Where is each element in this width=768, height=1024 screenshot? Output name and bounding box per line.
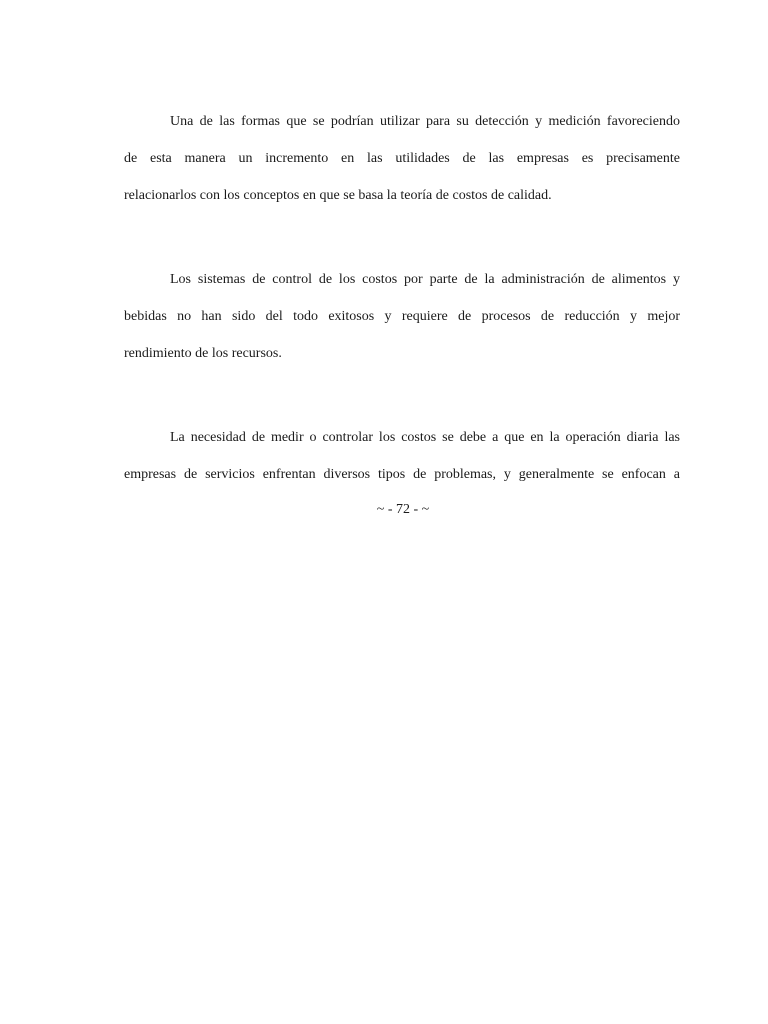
paragraph-line: La necesidad de medir o controlar los costos se debe a que en la operación diaria las — [170, 430, 680, 445]
paragraph-line: Los sistemas de control de los costos por parte de la administración de alimentos y — [170, 272, 680, 287]
paragraph-line: empresas de servicios enfrentan diversos tipos de problemas, y generalmente se enfocan a — [124, 467, 680, 482]
paragraph-line: bebidas no han sido del todo exitosos y requiere de procesos de reducción y mejor — [124, 309, 680, 324]
paragraph-line: Una de las formas que se podrían utilizar para su detección y medición favoreciendo — [170, 114, 680, 129]
page-number: ~ - 72 - ~ — [376, 502, 430, 517]
paragraph-line: rendimiento de los recursos. — [124, 346, 282, 361]
paragraph-line: de esta manera un incremento en las utilidades de las empresas es precisamente — [124, 151, 680, 166]
paragraph-line: relacionarlos con los conceptos en que se basa la teoría de costos de calidad. — [124, 188, 552, 203]
